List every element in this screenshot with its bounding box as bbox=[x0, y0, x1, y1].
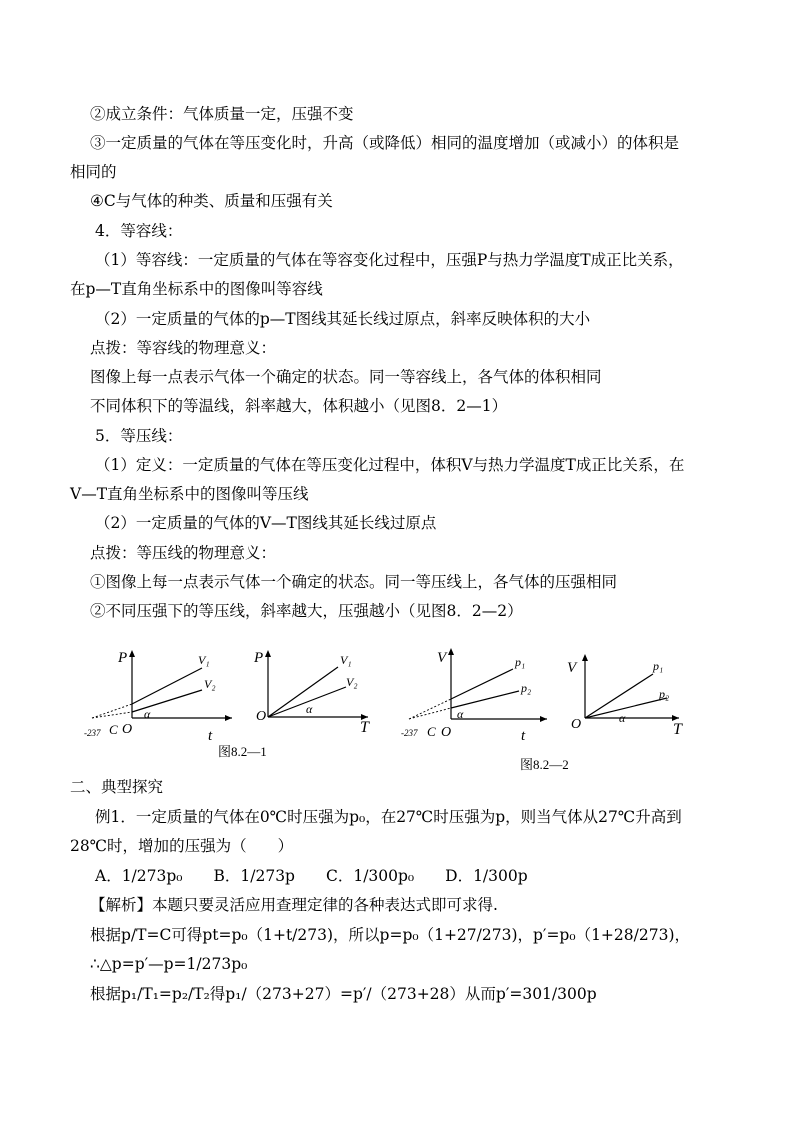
y-axis-label: P bbox=[118, 650, 128, 666]
absolute-zero-label: -237 bbox=[84, 728, 101, 738]
figure-8-2-2-caption: 图8.2—2 bbox=[520, 757, 569, 772]
y-axis-label: V bbox=[437, 650, 447, 666]
line-26: 根据p₁/T₁=p₂/T₂得p₁/（273+27）=p′/（273+28）从而p′=301/300p bbox=[90, 985, 597, 1003]
angle-label: α bbox=[306, 702, 313, 716]
line-v1-label: V₁ bbox=[198, 653, 210, 667]
graph-v-t bbox=[401, 648, 547, 744]
line-16: 点拨：等压线的物理意义： bbox=[90, 544, 277, 562]
figure-8-2-2 bbox=[395, 640, 695, 760]
line-22: A．1/273p₀ B．1/273p C．1/300p₀ D．1/300p bbox=[95, 867, 528, 885]
line-v1-label: V₁ bbox=[340, 653, 352, 667]
line-p2-label: p₂ bbox=[521, 681, 532, 695]
line-12: 5．等压线： bbox=[95, 427, 183, 445]
line-p1-label: p₁ bbox=[653, 659, 664, 673]
origin-label: O bbox=[122, 722, 133, 737]
figure-8-2-1-caption: 图8.2—1 bbox=[218, 744, 267, 759]
line-v2-label: V₂ bbox=[204, 677, 216, 691]
graph-v-T bbox=[567, 654, 683, 738]
line-7: 在p—T直角坐标系中的图像叫等容线 bbox=[70, 280, 323, 298]
line-24: 根据p/T=C可得pt=p₀（1+t/273)，所以p=p₀（1+27/273)，p′=p₀（1+28/273)， bbox=[90, 926, 690, 944]
line-5: 4．等容线： bbox=[95, 222, 183, 240]
graph-p-T bbox=[253, 650, 370, 736]
y-axis-label: V bbox=[567, 660, 577, 676]
line-23: 【解析】本题只要灵活应用查理定律的各种表达式即可求得. bbox=[90, 896, 498, 914]
y-axis-label: P bbox=[254, 650, 264, 666]
x-axis-label: t bbox=[208, 728, 213, 744]
origin-label: O bbox=[256, 709, 267, 724]
angle-label: α bbox=[457, 707, 464, 721]
absolute-zero-label: -237 bbox=[401, 728, 418, 738]
x-axis-label: t bbox=[521, 728, 526, 744]
origin-label: O bbox=[571, 717, 582, 732]
line-15: （2）一定质量的气体的V—T图线其延长线过原点 bbox=[95, 514, 437, 532]
line-8: （2）一定质量的气体的p—T图线其延长线过原点，斜率反映体积的大小 bbox=[95, 310, 591, 328]
line-13: （1）定义：一定质量的气体在等压变化过程中，体积V与热力学温度T成正比关系，在 bbox=[95, 456, 685, 474]
x-axis-label: T bbox=[673, 721, 682, 738]
line-v2-label: V₂ bbox=[346, 675, 358, 689]
line-p1-label: p₁ bbox=[515, 655, 526, 669]
line-3: 相同的 bbox=[70, 163, 117, 181]
line-9: 点拨：等容线的物理意义： bbox=[90, 339, 277, 357]
line-1: ②成立条件：气体质量一定，压强不变 bbox=[90, 105, 354, 123]
line-17: ①图像上每一点表示气体一个确定的状态。同一等压线上，各气体的压强相同 bbox=[90, 573, 618, 591]
line-14: V—T直角坐标系中的图像叫等压线 bbox=[70, 485, 309, 503]
line-6: （1）等容线：一定质量的气体在等容变化过程中，压强P与热力学温度T成正比关系， bbox=[95, 251, 684, 269]
figure-8-2-2-graphs bbox=[395, 640, 695, 760]
x-axis-label: T bbox=[360, 719, 369, 736]
angle-label: α bbox=[619, 711, 626, 725]
angle-label: α bbox=[144, 707, 151, 721]
line-25: ∴△p=p′—p=1/273p₀ bbox=[90, 955, 248, 973]
graph-p-t bbox=[84, 650, 232, 744]
line-2: ③一定质量的气体在等压变化时，升高（或降低）相同的温度增加（或减小）的体积是 bbox=[90, 134, 680, 152]
celsius-unit-label: C bbox=[427, 724, 436, 739]
line-4: ④C与气体的种类、质量和压强有关 bbox=[90, 192, 333, 210]
line-18: ②不同压强下的等压线，斜率越大，压强越小（见图8．2—2） bbox=[90, 602, 523, 620]
celsius-unit-label: C bbox=[109, 722, 118, 737]
line-10: 图像上每一点表示气体一个确定的状态。同一等容线上，各气体的体积相同 bbox=[90, 368, 602, 386]
line-p2-label: p₂ bbox=[659, 687, 670, 701]
line-20: 例1．一定质量的气体在0℃时压强为p₀，在27℃时压强为p，则当气体从27℃升高到 bbox=[95, 808, 682, 826]
origin-label: O bbox=[441, 725, 452, 740]
line-21: 28℃时，增加的压强为（ ） bbox=[70, 837, 294, 855]
line-11: 不同体积下的等温线，斜率越大，体积越小（见图8．2—1） bbox=[90, 397, 508, 415]
line-19: 二、典型探究 bbox=[70, 778, 164, 796]
